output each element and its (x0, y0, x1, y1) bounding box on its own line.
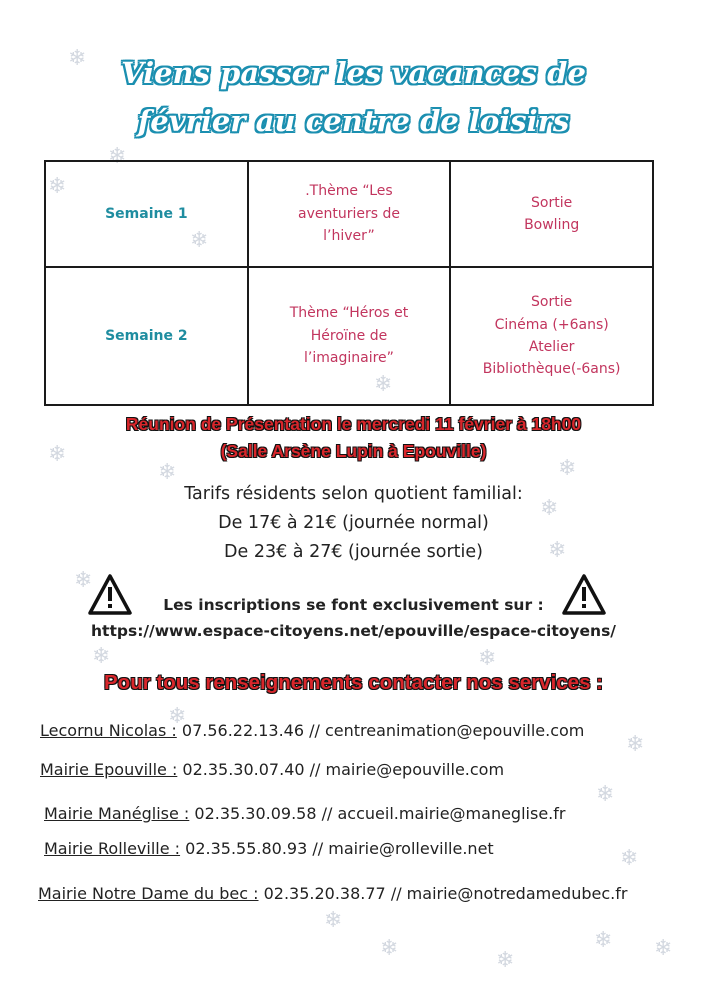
snowflake-icon: ❄ (190, 228, 209, 253)
contact-name: Mairie Rolleville : (44, 839, 181, 858)
contact-name: Lecornu Nicolas : (40, 721, 177, 740)
snowflake-icon: ❄ (540, 496, 559, 521)
page-title-line-2: février au centre de loisirs (137, 104, 570, 138)
snowflake-icon: ❄ (548, 538, 567, 563)
snowflake-icon: ❄ (168, 704, 187, 729)
contacts-heading: Pour tous renseignements contacter nos services : (104, 671, 603, 694)
contact-name: Mairie Notre Dame du bec : (38, 884, 259, 903)
outing-cell (450, 161, 653, 267)
theme-line: Thème “Héros et (289, 305, 409, 322)
outing-line: Sortie (531, 294, 573, 311)
table-row (45, 267, 653, 405)
snowflake-icon: ❄ (108, 144, 127, 169)
theme-line: l’imaginaire” (304, 350, 394, 367)
tarifs-heading: Tarifs résidents selon quotient familial: (184, 484, 523, 504)
theme-line: Héroïne de (310, 327, 388, 344)
snowflake-icon: ❄ (626, 732, 645, 757)
outing-line: Sortie (531, 194, 573, 211)
snowflake-icon: ❄ (74, 568, 93, 593)
contact-line (44, 804, 565, 823)
snowflake-icon: ❄ (558, 456, 577, 481)
contact-details: 02.35.20.38.77 // mairie@notredamedubec.fr (258, 884, 628, 903)
snowflake-icon: ❄ (596, 782, 615, 807)
snowflake-icon: ❄ (48, 174, 67, 199)
week-cell: Semaine 1 (45, 161, 248, 267)
table-row (45, 161, 653, 267)
theme-line: .Thème “Les (305, 183, 393, 200)
snowflake-icon: ❄ (158, 460, 177, 485)
schedule-table (44, 160, 654, 406)
week-cell: Semaine 2 (45, 267, 248, 405)
snowflake-icon: ❄ (324, 908, 343, 933)
snowflake-icon: ❄ (594, 928, 613, 953)
theme-line: l’hiver” (323, 228, 375, 245)
snowflake-icon: ❄ (654, 936, 673, 961)
contact-name: Mairie Epouville : (40, 760, 178, 779)
contact-line (38, 884, 627, 903)
meeting-line-1: Réunion de Présentation le mercredi 11 février à 18h00 (125, 414, 582, 434)
theme-cell (248, 161, 451, 267)
snowflake-icon: ❄ (478, 646, 497, 671)
snowflake-icon: ❄ (374, 372, 393, 397)
contact-line (40, 721, 584, 740)
outing-cell (450, 267, 653, 405)
contact-details: 07.56.22.13.46 // centreanimation@epouville.com (176, 721, 585, 740)
contact-name: Mairie Manéglise : (44, 804, 190, 823)
tarif-normal: De 17€ à 21€ (journée normal) (218, 513, 489, 533)
contact-line (40, 760, 504, 779)
meeting-line-2: (Salle Arsène Lupin à Epouville) (220, 441, 487, 461)
snowflake-icon: ❄ (68, 46, 87, 71)
tarif-sortie: De 23€ à 27€ (journée sortie) (224, 542, 483, 562)
contact-details: 02.35.30.09.58 // accueil.mairie@maneglise.fr (189, 804, 566, 823)
inscriptions-link[interactable]: https://www.espace-citoyens.net/epouville/espace-citoyens/ (91, 622, 616, 640)
snowflake-icon: ❄ (496, 948, 515, 973)
contact-details: 02.35.55.80.93 // mairie@rolleville.net (180, 839, 494, 858)
outing-line: Atelier (528, 339, 575, 355)
snowflake-icon: ❄ (620, 846, 639, 871)
outing-line: Bibliothèque(-6ans) (482, 361, 621, 378)
snowflake-icon: ❄ (380, 936, 399, 961)
snowflake-icon: ❄ (92, 644, 111, 669)
outing-line: Cinéma (+6ans) (494, 316, 609, 333)
contact-details: 02.35.30.07.40 // mairie@epouville.com (177, 760, 505, 779)
inscriptions-text: Les inscriptions se font exclusivement sur : (163, 596, 544, 614)
contact-line (44, 839, 494, 858)
page-title-line-1: Viens passer les vacances de (121, 56, 586, 90)
theme-line: aventuriers de (297, 205, 400, 222)
snowflake-icon: ❄ (48, 442, 67, 467)
theme-cell (248, 267, 451, 405)
outing-line: Bowling (524, 217, 580, 233)
